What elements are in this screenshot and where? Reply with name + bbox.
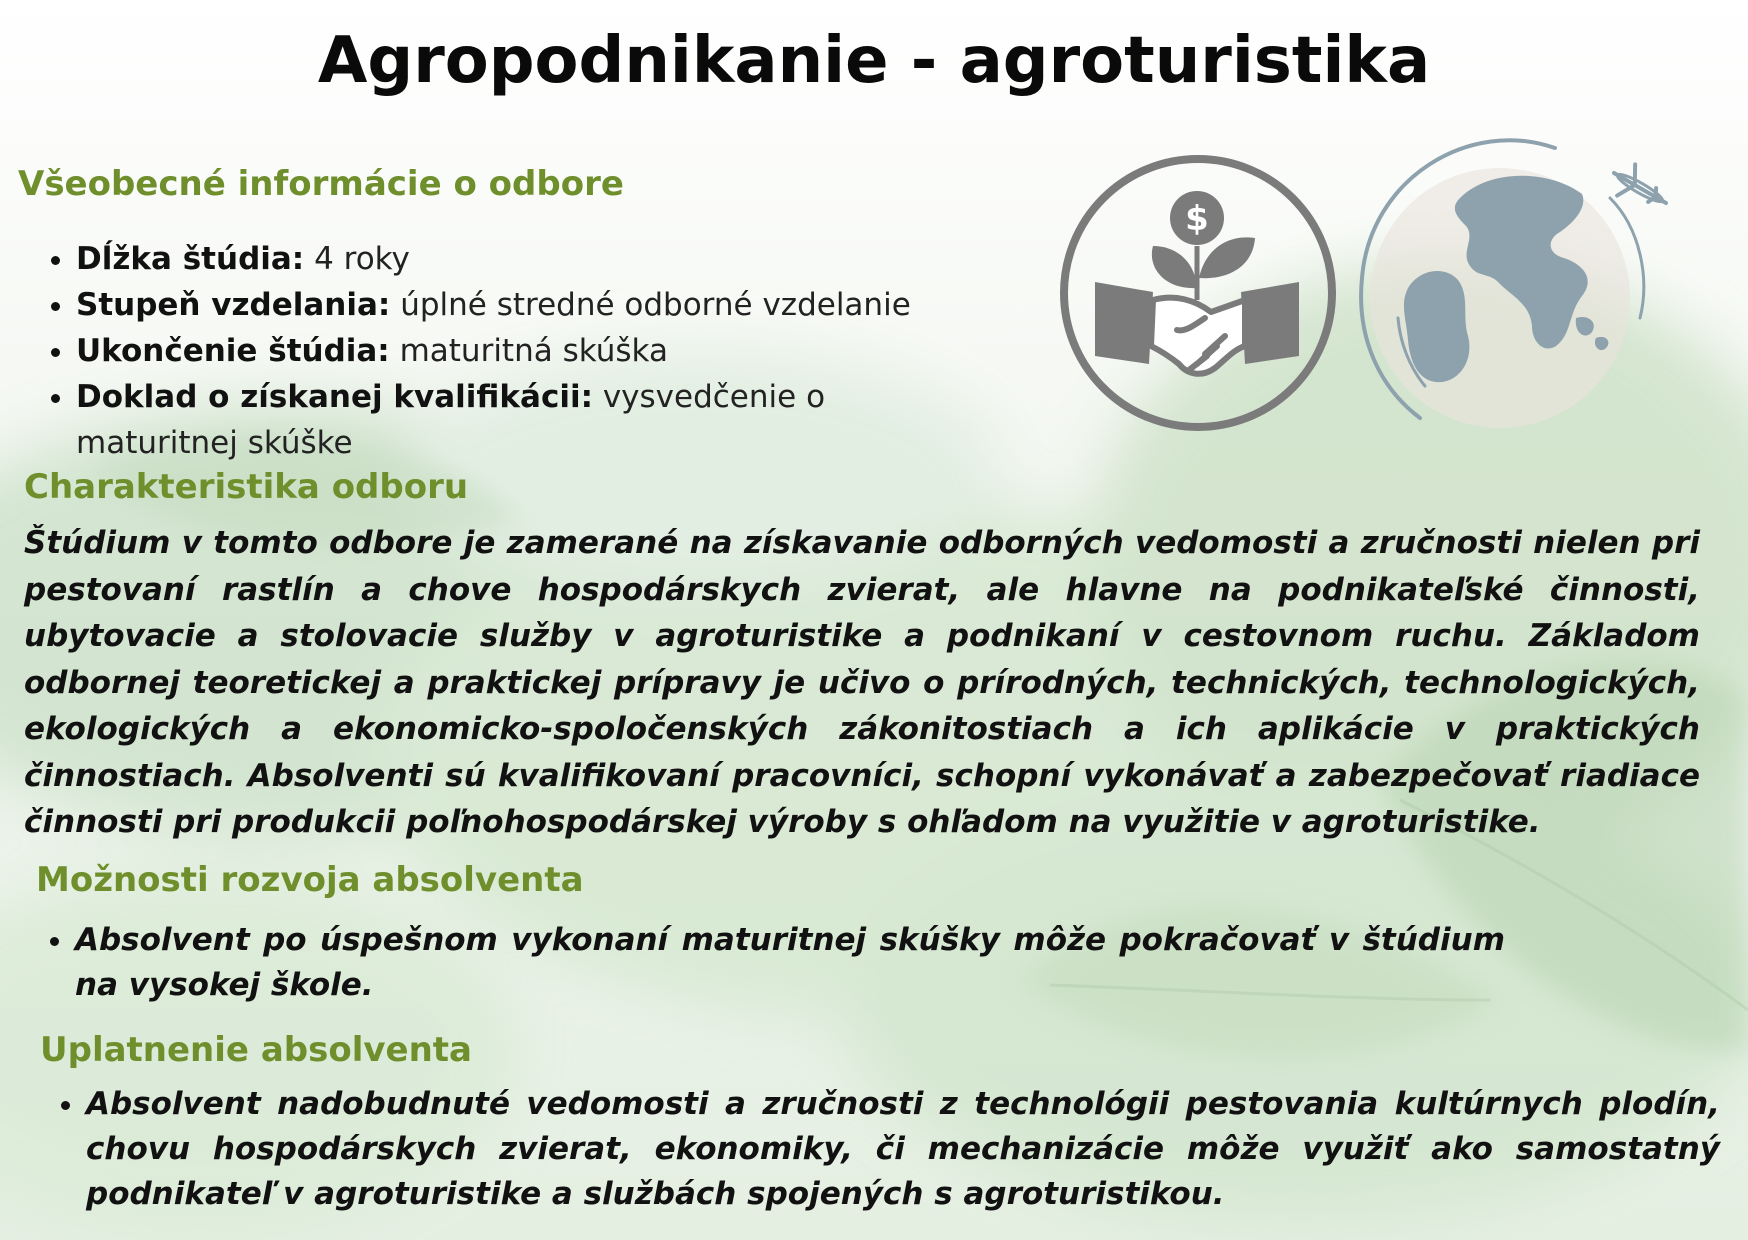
development-list <box>27 918 1505 1008</box>
section-heading-general: Všeobecné informácie o odbore <box>18 164 624 204</box>
section-heading-employment: Uplatnenie absolventa <box>40 1030 472 1070</box>
general-info-list <box>28 236 1056 466</box>
globe-airplane-icon <box>1350 128 1680 452</box>
list-item: • Dĺžka štúdia: 4 roky <box>76 236 1056 282</box>
characteristics-paragraph: Štúdium v tomto odbore je zamerané na získavanie odborných vedomosti a zručnosti nielen pri pestovaní rastlín a chove hospodárskych zvierat, ale hlavne na podnikateľské činnosti, ubytovacie a stolovacie služby v agroturistike a podnikaní v cestovnom ruchu. Základom odbornej teoretickej a praktickej prípravy je učivo o prírodných, technických, technologických, ekologických a ekonomicko-spoločenských zákonitostiach a ich aplikácie v praktických činnostiach. Absolventi sú kvalifikovaní pracovníci, schopní vykonávať a zabezpečovať riadiace činnosti pri produkcii poľnohospodárskej výroby s ohľadom na využitie v agroturistike. <box>24 525 1700 840</box>
list-item: • Absolvent po úspešnom vykonaní maturitnej skúšky môže pokračovať v štúdium na vysokej škole. <box>75 918 1505 1008</box>
list-item: • Doklad o získanej kvalifikácii: vysvedčenie o maturitnej skúške <box>76 374 956 466</box>
section-heading-development: Možnosti rozvoja absolventa <box>36 860 584 900</box>
section-heading-characteristics: Charakteristika odboru <box>24 467 469 507</box>
employment-list <box>38 1082 1720 1217</box>
list-item: • Absolvent nadobudnuté vedomosti a zručnosti z technológii pestovania kultúrnych plodín, chovu hospodárskych zvierat, ekonomiky, či mechanizácie môže využiť ako samostatný podnikateľ v agroturistike a službách spojených s agroturistikou. <box>86 1082 1720 1217</box>
svg-text:$: $ <box>1185 199 1209 239</box>
list-item: • Stupeň vzdelania: úplné stredné odborné vzdelanie <box>76 282 1056 328</box>
list-item: • Ukončenie štúdia: maturitná skúška <box>76 328 1056 374</box>
money-plant-handshake-icon <box>1055 150 1345 444</box>
page-title: Agropodnikanie - agroturistika <box>317 24 1431 98</box>
